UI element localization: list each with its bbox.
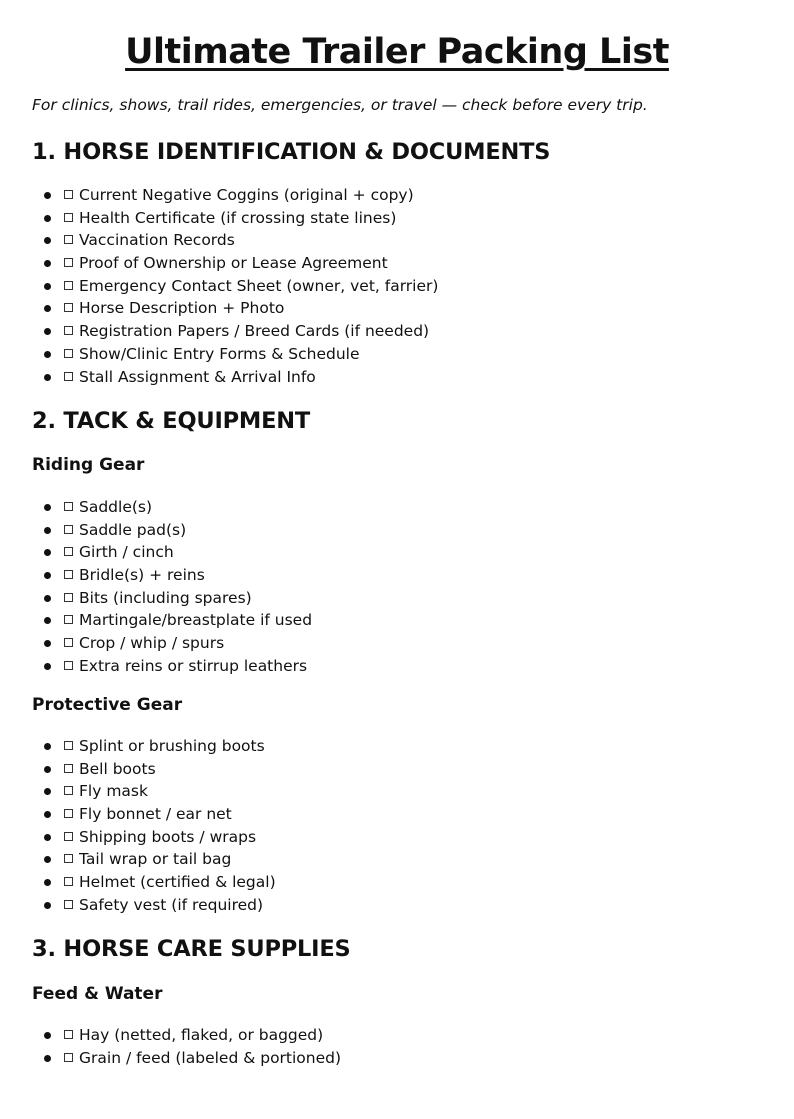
bullet-icon [44, 237, 51, 244]
checkbox-icon[interactable] [64, 786, 73, 795]
section-heading-horse-care: 3. HORSE CARE SUPPLIES [32, 936, 351, 962]
checklist-item[interactable] [0, 366, 438, 389]
checkbox-icon[interactable] [64, 570, 73, 579]
bullet-icon [44, 215, 51, 222]
bullet-icon [44, 283, 51, 290]
checkbox-icon[interactable] [64, 638, 73, 647]
checkbox-icon[interactable] [64, 502, 73, 511]
bullet-icon [44, 788, 51, 795]
bullet-icon [44, 374, 51, 381]
documents-checklist [0, 184, 438, 388]
bullet-icon [44, 617, 51, 624]
checklist-item-label: Saddle pad(s) [79, 520, 187, 539]
checklist-item[interactable] [0, 275, 438, 298]
checklist-item[interactable] [0, 252, 438, 275]
checkbox-icon[interactable] [64, 547, 73, 556]
checklist-item-label: Health Certificate (if crossing state lines) [79, 208, 397, 227]
checklist-item-label: Safety vest (if required) [79, 895, 264, 914]
bullet-icon [44, 766, 51, 773]
checkbox-icon[interactable] [64, 900, 73, 909]
checklist-item[interactable] [0, 297, 438, 320]
checklist-item[interactable] [0, 632, 312, 655]
bullet-icon [44, 902, 51, 909]
bullet-icon [44, 1055, 51, 1062]
bullet-icon [44, 527, 51, 534]
checklist-item[interactable] [0, 609, 312, 632]
checkbox-icon[interactable] [64, 1030, 73, 1039]
checkbox-icon[interactable] [64, 661, 73, 670]
checklist-item[interactable] [0, 894, 276, 917]
bullet-icon [44, 549, 51, 556]
bullet-icon [44, 351, 51, 358]
feed-water-checklist [0, 1024, 341, 1069]
checkbox-icon[interactable] [64, 281, 73, 290]
checkbox-icon[interactable] [64, 213, 73, 222]
checklist-item[interactable] [0, 496, 312, 519]
checklist-item[interactable] [0, 207, 438, 230]
checkbox-icon[interactable] [64, 258, 73, 267]
checkbox-icon[interactable] [64, 303, 73, 312]
checkbox-icon[interactable] [64, 349, 73, 358]
checklist-item-label: Show/Clinic Entry Forms & Schedule [79, 344, 360, 363]
checkbox-icon[interactable] [64, 235, 73, 244]
checklist-item-label: Horse Description + Photo [79, 299, 285, 318]
bullet-icon [44, 811, 51, 818]
checklist-item-label: Girth / cinch [79, 543, 174, 562]
checkbox-icon[interactable] [64, 877, 73, 886]
checklist-item[interactable] [0, 320, 438, 343]
checklist-item-label: Fly bonnet / ear net [79, 805, 232, 824]
checklist-item[interactable] [0, 541, 312, 564]
checklist-item[interactable] [0, 184, 438, 207]
bullet-icon [44, 572, 51, 579]
checklist-item-label: Bits (including spares) [79, 588, 252, 607]
bullet-icon [44, 640, 51, 647]
protective-gear-checklist [0, 735, 276, 917]
checklist-item[interactable] [0, 848, 276, 871]
checklist-item[interactable] [0, 826, 276, 849]
section-heading-documents: 1. HORSE IDENTIFICATION & DOCUMENTS [32, 139, 551, 165]
checklist-item[interactable] [0, 1024, 341, 1047]
bullet-icon [44, 856, 51, 863]
checkbox-icon[interactable] [64, 764, 73, 773]
checklist-item[interactable] [0, 229, 438, 252]
checkbox-icon[interactable] [64, 832, 73, 841]
checklist-item-label: Emergency Contact Sheet (owner, vet, farrier) [79, 276, 439, 295]
checklist-item-label: Proof of Ownership or Lease Agreement [79, 254, 388, 273]
riding-gear-checklist [0, 496, 312, 678]
checklist-item-label: Crop / whip / spurs [79, 634, 225, 653]
checkbox-icon[interactable] [64, 741, 73, 750]
checkbox-icon[interactable] [64, 372, 73, 381]
checklist-item-label: Splint or brushing boots [79, 737, 265, 755]
checklist-item-label: Vaccination Records [79, 231, 235, 250]
bullet-icon [44, 743, 51, 750]
checklist-item-label: Martingale/breastplate if used [79, 611, 313, 630]
checklist-item-label: Grain / feed (labeled & portioned) [79, 1048, 342, 1067]
checklist-item-label: Stall Assignment & Arrival Info [79, 367, 316, 386]
section-heading-tack: 2. TACK & EQUIPMENT [32, 408, 311, 434]
page-title: Ultimate Trailer Packing List [125, 32, 669, 72]
checkbox-icon[interactable] [64, 326, 73, 335]
checklist-item-label: Fly mask [79, 782, 148, 801]
bullet-icon [44, 504, 51, 511]
checklist-item-label: Bell boots [79, 759, 156, 778]
checklist-item[interactable] [0, 587, 312, 610]
checklist-item[interactable] [0, 564, 312, 587]
intro-text: For clinics, shows, trail rides, emergencies, or travel — check before every trip. [32, 96, 648, 114]
checklist-item[interactable] [0, 758, 276, 781]
bullet-icon [44, 328, 51, 335]
bullet-icon [44, 1032, 51, 1039]
checklist-item-label: Current Negative Coggins (original + copy) [79, 186, 414, 204]
checklist-item[interactable] [0, 519, 312, 542]
bullet-icon [44, 192, 51, 199]
checkbox-icon[interactable] [64, 809, 73, 818]
subsection-heading-protective-gear: Protective Gear [32, 695, 183, 715]
bullet-icon [44, 879, 51, 886]
checkbox-icon[interactable] [64, 615, 73, 624]
checklist-item-label: Extra reins or stirrup leathers [79, 656, 308, 675]
checklist-item[interactable] [0, 735, 276, 758]
subsection-heading-feed-water: Feed & Water [32, 984, 163, 1004]
checklist-item-label: Helmet (certified & legal) [79, 873, 276, 892]
checklist-item[interactable] [0, 655, 312, 678]
checklist-item-label: Tail wrap or tail bag [79, 850, 232, 869]
checklist-item-label: Shipping boots / wraps [79, 827, 257, 846]
checklist-item[interactable] [0, 1047, 341, 1070]
bullet-icon [44, 305, 51, 312]
bullet-icon [44, 663, 51, 670]
subsection-heading-riding-gear: Riding Gear [32, 455, 145, 475]
checkbox-icon[interactable] [64, 190, 73, 199]
checkbox-icon[interactable] [64, 593, 73, 602]
checklist-item-label: Hay (netted, flaked, or bagged) [79, 1026, 324, 1044]
checklist-item[interactable] [0, 343, 438, 366]
checklist-item[interactable] [0, 780, 276, 803]
checklist-item-label: Registration Papers / Breed Cards (if needed) [79, 322, 430, 341]
checklist-item[interactable] [0, 871, 276, 894]
bullet-icon [44, 834, 51, 841]
checkbox-icon[interactable] [64, 1053, 73, 1062]
checkbox-icon[interactable] [64, 854, 73, 863]
checklist-item[interactable] [0, 803, 276, 826]
checkbox-icon[interactable] [64, 525, 73, 534]
checklist-item-label: Saddle(s) [79, 498, 153, 516]
bullet-icon [44, 595, 51, 602]
checklist-item-label: Bridle(s) + reins [79, 566, 205, 585]
bullet-icon [44, 260, 51, 267]
